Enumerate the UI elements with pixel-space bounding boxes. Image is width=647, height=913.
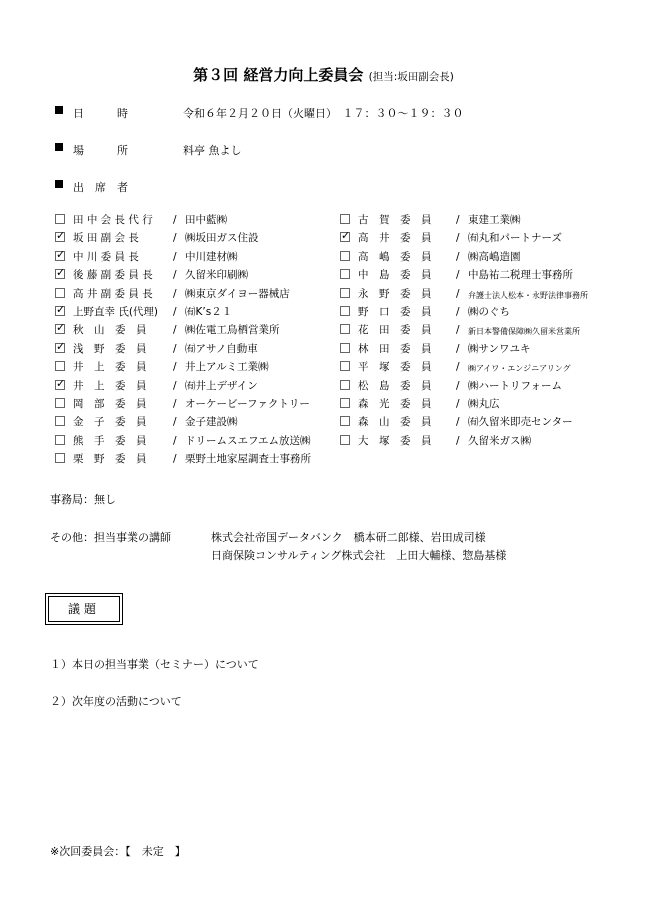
separator-slash: / (173, 416, 177, 429)
separator-slash: / (456, 306, 460, 318)
bullet-icon (55, 143, 63, 151)
checkbox-icon[interactable] (340, 361, 350, 371)
meta-date-label: 日 時 (73, 107, 128, 120)
checkbox-icon[interactable] (340, 251, 350, 261)
checkbox-icon[interactable] (340, 214, 350, 224)
attendee-organization: ㈱サンワユキ (468, 342, 531, 355)
attendee-organization: ㈲K’s２１ (185, 306, 233, 318)
separator-slash: / (456, 434, 460, 447)
attendee-role: 坂 田 副 会 長 (73, 232, 139, 245)
attendee-role: 松 島 委 員 (358, 379, 432, 392)
bullet-icon (55, 106, 63, 114)
attendee-role: 高 井 副 委 員 長 (73, 287, 153, 300)
attendee-role: 永 野 委 員 (358, 287, 432, 300)
separator-slash: / (456, 361, 460, 374)
attendee-organization: 東建工業㈱ (468, 214, 521, 226)
checkbox-icon[interactable] (340, 343, 350, 353)
attendee-organization: ㈱のぐち (468, 306, 510, 318)
separator-slash: / (173, 379, 177, 392)
attendee-role: 後 藤 副 委 員 長 (73, 269, 153, 282)
separator-slash: / (456, 287, 460, 300)
other-label: その他：担当事業の講師 (50, 531, 171, 544)
attendee-organization: 田中藍㈱ (185, 214, 227, 226)
attendee-role: 上野直幸 氏(代理) (73, 306, 159, 318)
attendee-list-right (340, 213, 635, 453)
meta-place-label: 場 所 (73, 144, 128, 157)
attendee-organization: ㈱ハートリフォーム (468, 379, 562, 392)
attendee-list-left (55, 213, 325, 473)
other-line-1: 株式会社帝国データバンク 橋本研二郎様、岩田成司様 (211, 531, 486, 544)
checked-box-icon[interactable] (55, 251, 65, 261)
checkbox-icon[interactable] (340, 435, 350, 445)
meta-date-value: 令和６年２月２０日（火曜日） １７：３０～１９：３０ (183, 107, 464, 120)
meta-attend-label: 出 席 者 (73, 181, 128, 194)
attendee-organization: 新日本警備保障㈱久留米営業所 (468, 327, 580, 337)
attendee-role: 森 山 委 員 (358, 416, 432, 429)
attendee-role: 秋 山 委 員 (73, 324, 147, 337)
attendee-organization: ㈱アイワ・エンジニアリング (468, 364, 571, 374)
other-line-2: 日商保険コンサルティング株式会社 上田大輔様、惣島基様 (211, 549, 507, 562)
agenda-heading: 議題 (48, 596, 120, 622)
attendee-role: 森 光 委 員 (358, 398, 432, 410)
attendee-organization: ㈲丸和パートナーズ (468, 232, 562, 245)
attendee-role: 金 子 委 員 (73, 416, 147, 429)
attendee-organization: オーケービーファクトリー (185, 398, 310, 410)
title-main: 第３回 経営力向上委員会 (193, 66, 364, 84)
attendee-role: 中 島 委 員 (358, 269, 432, 282)
attendee-role: 井 上 委 員 (73, 361, 147, 374)
attendee-organization: 久留米ガス㈱ (468, 434, 531, 447)
attendee-organization: ㈲アサノ自動車 (185, 342, 258, 355)
attendee-organization: 中島祐二税理士事務所 (468, 269, 573, 282)
separator-slash: / (173, 287, 177, 300)
separator-slash: / (173, 306, 177, 318)
attendee-organization: ㈱丸広 (468, 398, 500, 410)
attendee-organization: ㈱東京ダイヨー器械店 (185, 287, 290, 300)
attendee-role: 中 川 委 員 長 (73, 250, 139, 263)
separator-slash: / (173, 398, 177, 410)
attendee-role: 野 口 委 員 (358, 306, 432, 318)
checked-box-icon[interactable] (55, 306, 65, 316)
checkbox-icon[interactable] (340, 269, 350, 279)
checked-box-icon[interactable] (55, 343, 65, 353)
attendee-role: 田 中 会 長 代 行 (73, 214, 153, 226)
bullet-icon (55, 180, 63, 188)
attendee-role: 熊 手 委 員 (73, 434, 147, 447)
attendee-organization: 久留米印刷㈱ (185, 269, 248, 282)
separator-slash: / (456, 232, 460, 245)
attendee-organization: ㈱坂田ガス住設 (185, 232, 259, 245)
checkbox-icon[interactable] (340, 324, 350, 334)
attendee-role: 浅 野 委 員 (73, 342, 147, 355)
separator-slash: / (456, 342, 460, 355)
attendee-role: 平 塚 委 員 (358, 361, 432, 374)
attendee-organization: 中川建材㈱ (185, 250, 238, 263)
checkbox-icon[interactable] (340, 398, 350, 408)
checkbox-icon[interactable] (55, 416, 65, 426)
checked-box-icon[interactable] (55, 269, 65, 279)
attendee-organization: ドリームスエフエム放送㈱ (185, 434, 311, 447)
attendee-organization: ㈲井上デザイン (185, 379, 258, 392)
checkbox-icon[interactable] (55, 435, 65, 445)
separator-slash: / (173, 342, 177, 355)
checkbox-icon[interactable] (55, 288, 65, 298)
separator-slash: / (173, 214, 177, 226)
attendee-organization: 金子建設㈱ (185, 416, 238, 429)
attendee-organization: 井上アルミ工業㈱ (185, 361, 269, 374)
separator-slash: / (173, 361, 177, 374)
agenda-item-2: ２）次年度の活動について (50, 695, 182, 708)
separator-slash: / (456, 324, 460, 337)
checkbox-icon[interactable] (340, 380, 350, 390)
checkbox-icon[interactable] (340, 288, 350, 298)
separator-slash: / (173, 434, 177, 447)
attendee-organization: 弁護士法人松本・永野法律事務所 (468, 290, 588, 300)
attendee-organization: ㈲久留米即売センター (468, 416, 573, 429)
attendee-role: 林 田 委 員 (358, 342, 432, 355)
separator-slash: / (456, 250, 460, 263)
checked-box-icon[interactable] (55, 324, 65, 334)
separator-slash: / (456, 416, 460, 429)
attendee-organization: 栗野土地家屋調査士事務所 (185, 453, 311, 466)
separator-slash: / (173, 250, 177, 263)
separator-slash: / (173, 269, 177, 282)
checkbox-icon[interactable] (55, 453, 65, 463)
separator-slash: / (456, 214, 460, 226)
separator-slash: / (456, 398, 460, 410)
next-meeting: ※次回委員会：【 未定 】 (50, 845, 186, 858)
page-title (0, 64, 647, 85)
separator-slash: / (173, 453, 177, 466)
checkbox-icon[interactable] (55, 214, 65, 224)
attendee-role: 花 田 委 員 (358, 324, 432, 337)
checkbox-icon[interactable] (340, 306, 350, 316)
checked-box-icon[interactable] (55, 232, 65, 242)
attendee-role: 大 塚 委 員 (358, 434, 432, 447)
separator-slash: / (456, 379, 460, 392)
meta-place-value: 料亭 魚よし (183, 144, 242, 157)
separator-slash: / (173, 232, 177, 245)
separator-slash: / (173, 324, 177, 337)
separator-slash: / (456, 269, 460, 282)
attendee-organization: ㈱高嶋造園 (468, 250, 521, 263)
checkbox-icon[interactable] (55, 398, 65, 408)
secretariat: 事務局：無し (50, 493, 116, 506)
attendee-role: 古 賀 委 員 (358, 214, 432, 226)
checkbox-icon[interactable] (55, 361, 65, 371)
attendee-role: 栗 野 委 員 (73, 453, 147, 466)
checked-box-icon[interactable] (55, 380, 65, 390)
title-sub: (担当:坂田副会長) (368, 71, 454, 83)
attendee-role: 高 井 委 員 (358, 232, 432, 245)
attendee-role: 井 上 委 員 (73, 379, 147, 392)
agenda-item-1: １）本日の担当事業（セミナー）について (50, 658, 259, 671)
attendee-role: 岡 部 委 員 (73, 398, 147, 410)
checked-box-icon[interactable] (340, 232, 350, 242)
attendee-organization: ㈱佐電工鳥栖営業所 (185, 324, 280, 337)
checkbox-icon[interactable] (340, 416, 350, 426)
attendee-role: 高 嶋 委 員 (358, 250, 432, 263)
